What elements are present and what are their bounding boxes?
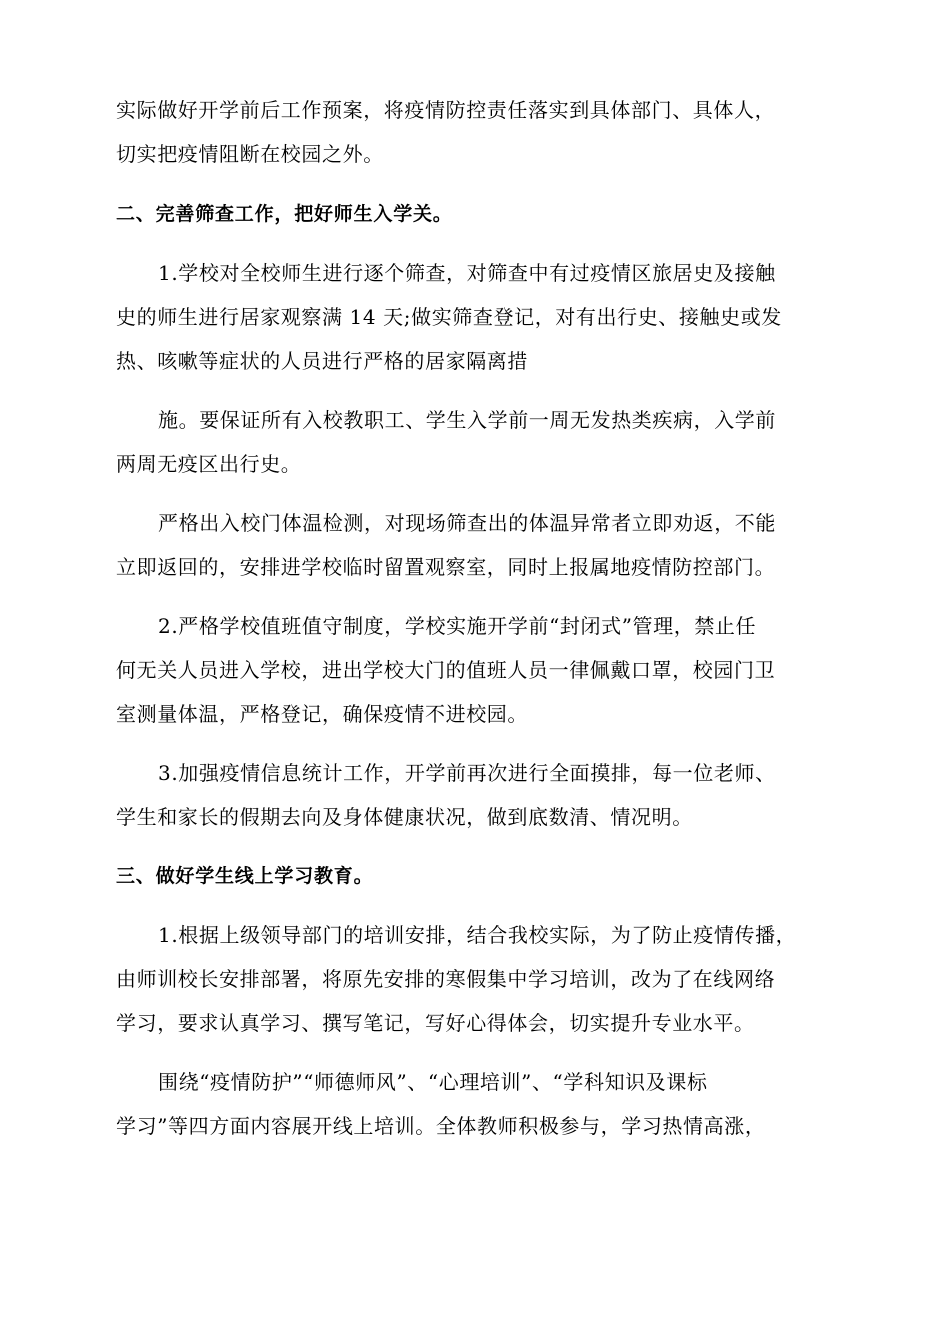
text-line: 切实把疫情阻断在校园之外。: [116, 142, 384, 166]
text-line: 立即返回的，安排进学校临时留置观察室，同时上报属地疫情防控部门。: [116, 555, 776, 579]
text-line: 严格出入校门体温检测，对现场筛查出的体温异常者立即劝返，不能: [158, 511, 776, 535]
text-line: 由师训校长安排部署，将原先安排的寒假集中学习培训，改为了在线网络: [116, 967, 776, 991]
text-line: 热、咳嗽等症状的人员进行严格的居家隔离措: [116, 349, 528, 373]
text-line: 史的师生进行居家观察满 14 天;做实筛查登记，对有出行史、接触史或发: [116, 305, 782, 329]
text-line: 学习”等四方面内容展开线上培训。全体教师积极参与，学习热情高涨，: [116, 1114, 766, 1138]
text-line: 施。要保证所有入校教职工、学生入学前一周无发热类疾病，入学前: [158, 408, 776, 432]
text-line: 室测量体温，严格登记，确保疫情不进校园。: [116, 702, 528, 726]
text-line: 1.学校对全校师生进行逐个筛查，对筛查中有过疫情区旅居史及接触: [158, 261, 776, 285]
section-heading-2: 二、完善筛查工作，把好师生入学关。: [116, 203, 453, 225]
text-line: 两周无疫区出行史。: [116, 452, 302, 476]
text-line: 2.严格学校值班值守制度，学校实施开学前“封闭式”管理，禁止任: [158, 614, 757, 638]
text-line: 学生和家长的假期去向及身体健康状况，做到底数清、情况明。: [116, 805, 693, 829]
text-line: 1.根据上级领导部门的培训安排，结合我校实际，为了防止疫情传播，: [158, 923, 797, 947]
text-line: 3.加强疫情信息统计工作，开学前再次进行全面摸排，每一位老师、: [158, 761, 776, 785]
section-heading-3: 三、做好学生线上学习教育。: [116, 865, 374, 887]
text-line: 围绕“疫情防护”“师德师风”、“心理培训”、“学科知识及课标: [158, 1070, 708, 1094]
text-line: 实际做好开学前后工作预案，将疫情防控责任落实到具体部门、具体人，: [116, 98, 776, 122]
text-line: 学习，要求认真学习、撰写笔记，写好心得体会，切实提升专业水平。: [116, 1011, 755, 1035]
text-line: 何无关人员进入学校，进出学校大门的值班人员一律佩戴口罩，校园门卫: [116, 658, 776, 682]
